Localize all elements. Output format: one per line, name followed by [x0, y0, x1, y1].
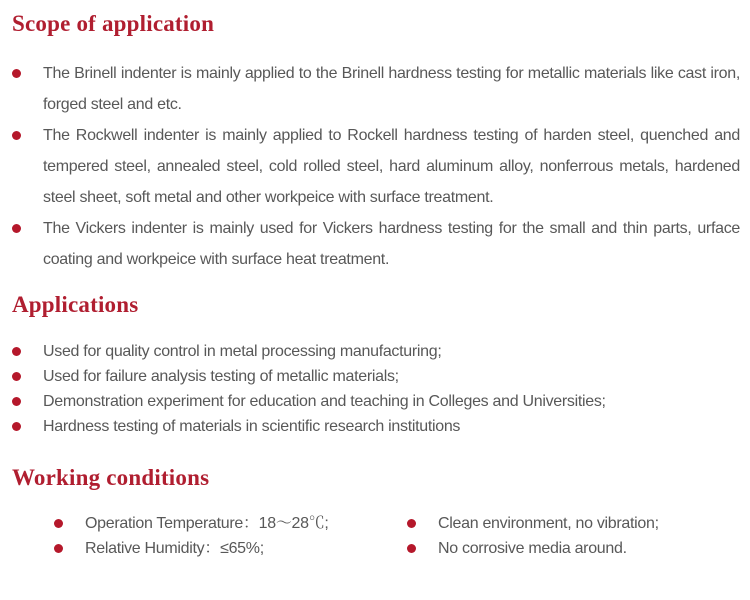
list-item: [54, 536, 407, 561]
bullet-icon: [54, 519, 63, 528]
working-conditions-columns: [12, 511, 740, 561]
list-item-text: No corrosive media around.: [438, 540, 627, 557]
list-item: [12, 389, 740, 414]
bullet-icon: [12, 131, 21, 140]
applications-bullet-list: [12, 339, 740, 439]
bullet-icon: [12, 397, 21, 406]
list-item: [12, 339, 740, 364]
list-item-text: Operation Temperature：18～28℃;: [85, 515, 329, 532]
bullet-icon: [12, 224, 21, 233]
bullet-icon: [12, 347, 21, 356]
list-item-text: Hardness testing of materials in scientific research institutions: [43, 418, 461, 435]
section-scope-of-application: [12, 11, 740, 275]
list-item: [12, 120, 740, 213]
section-applications: [12, 292, 740, 439]
scope-of-application-heading: Scope of application: [12, 11, 215, 36]
section-working-conditions: [12, 465, 740, 561]
list-item-text: The Vickers indenter is mainly used for Vickers hardness testing for the small and thin parts, urface coating and workpeice with surface heat treatment.: [43, 220, 740, 268]
working-conditions-left-list: [54, 511, 407, 561]
list-item-text: The Rockwell indenter is mainly applied to Rockell hardness testing of harden steel, quenched and tempered steel, annealed steel, cold rolled steel, hard aluminum alloy, nonferrous metals, hardened steel sheet, soft metal and other workpeice with surface treatment.: [43, 127, 740, 206]
bullet-icon: [407, 519, 416, 528]
list-item: [12, 414, 740, 439]
bullet-icon: [54, 544, 63, 553]
list-item: [407, 536, 740, 561]
list-item-text: Relative Humidity：≤65%;: [85, 540, 264, 557]
bullet-icon: [12, 422, 21, 431]
bullet-icon: [12, 69, 21, 78]
bullet-icon: [12, 372, 21, 381]
list-item-text: Used for failure analysis testing of metallic materials;: [43, 368, 399, 385]
list-item: [407, 511, 740, 536]
list-item: [54, 511, 407, 536]
working-conditions-heading: Working conditions: [12, 465, 210, 490]
working-conditions-right-list: [407, 511, 740, 561]
list-item: [12, 364, 740, 389]
document-page: [0, 11, 750, 600]
bullet-icon: [407, 544, 416, 553]
list-item-text: The Brinell indenter is mainly applied to the Brinell hardness testing for metallic materials like cast iron, forged steel and etc.: [43, 65, 740, 113]
list-item-text: Demonstration experiment for education and teaching in Colleges and Universities;: [43, 393, 606, 410]
list-item-text: Used for quality control in metal processing manufacturing;: [43, 343, 442, 360]
list-item: [12, 213, 740, 275]
applications-heading: Applications: [12, 292, 139, 317]
list-item-text: Clean environment, no vibration;: [438, 515, 659, 532]
list-item: [12, 58, 740, 120]
scope-bullet-list: [12, 58, 740, 275]
